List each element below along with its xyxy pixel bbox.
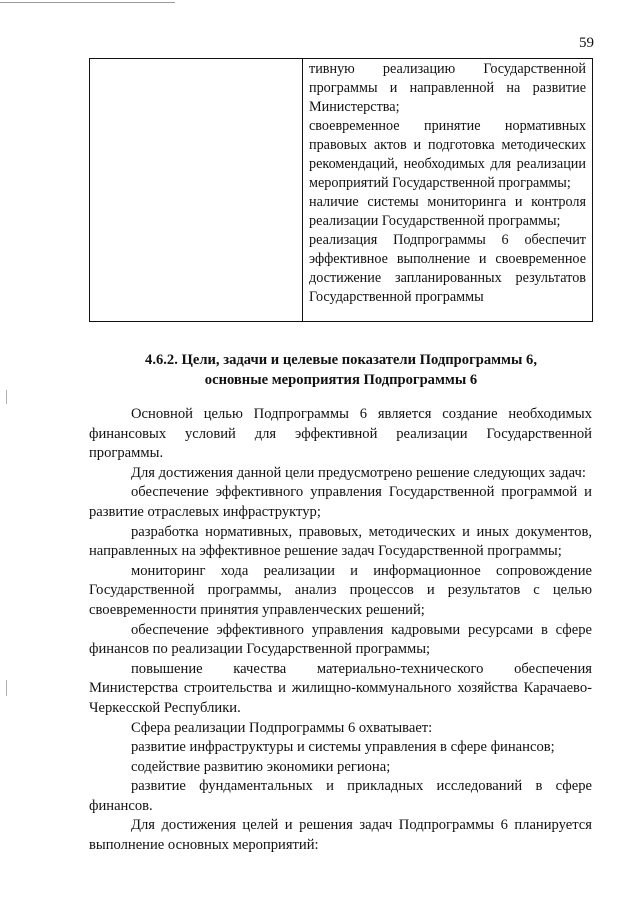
body-paragraph: развитие инфраструктуры и системы управления в сфере финансов;	[131, 739, 555, 756]
body-paragraph: обеспечение эффективного управления кадровыми ресурсами в сфере финансов по реализации Государственной программы;	[89, 621, 592, 658]
table-row	[90, 59, 593, 322]
scan-top-rule	[0, 2, 175, 3]
table-fragment	[89, 58, 593, 322]
scan-margin-mark	[6, 390, 7, 404]
body-paragraph: Сфера реализации Подпрограммы 6 охватывает:	[131, 719, 433, 736]
body-paragraph: разработка нормативных, правовых, методических и иных документов, направленных на эффективное решение задач Государственной программы;	[89, 523, 592, 560]
table-cell-paragraph: наличие системы мониторинга и контроля реализации Государственной программы;	[309, 194, 586, 229]
body-paragraph: Основной целью Подпрограммы 6 является создание необходимых финансовых условий для эффективной реализации Государственной программы.	[89, 406, 592, 462]
body-paragraph: обеспечение эффективного управления Государственной программой и развитие отраслевых инфраструктур;	[89, 484, 592, 520]
body-paragraph: повышение качества материально-технического обеспечения Министерства строительства и жилищно-коммунального хозяйства Карачаево-Черкесской Республики.	[89, 660, 592, 716]
table-cell-paragraph: реализация Подпрограммы 6 обеспечит эффективное выполнение и своевременное достижение запланированных результатов Государственной программы	[309, 232, 586, 305]
table-cell-text	[303, 59, 592, 307]
body-text	[89, 405, 592, 856]
body-paragraph: развитие фундаментальных и прикладных исследований в сфере финансов.	[89, 778, 592, 814]
page-number: 59	[579, 35, 594, 51]
scan-margin-mark	[6, 680, 7, 696]
body-paragraph: Для достижения данной цели предусмотрено решение следующих задач:	[131, 464, 586, 481]
body-paragraph: содействие развитию экономики региона;	[131, 758, 391, 775]
table-cell-left	[90, 59, 303, 322]
table-cell-paragraph: тивную реализацию Государственной программы и направленной на развитие Министерства;	[309, 61, 586, 115]
table-cell-paragraph: своевременное принятие нормативных правовых актов и подготовка методических рекомендаций, необходимых для реализации мероприятий Государственной программы;	[309, 118, 586, 191]
body-paragraph: мониторинг хода реализации и информационное сопровождение Государственной программы, анализ процессов и результатов с целью своевременности принятия управленческих решений;	[89, 562, 592, 618]
table-cell-right	[303, 59, 593, 322]
section-heading	[89, 350, 593, 390]
section-heading-line: основные мероприятия Подпрограммы 6	[204, 372, 478, 388]
body-paragraph: Для достижения целей и решения задач Подпрограммы 6 планируется выполнение основных мероприятий:	[89, 817, 592, 854]
section-heading-line: 4.6.2. Цели, задачи и целевые показатели Подпрограммы 6,	[145, 352, 537, 368]
